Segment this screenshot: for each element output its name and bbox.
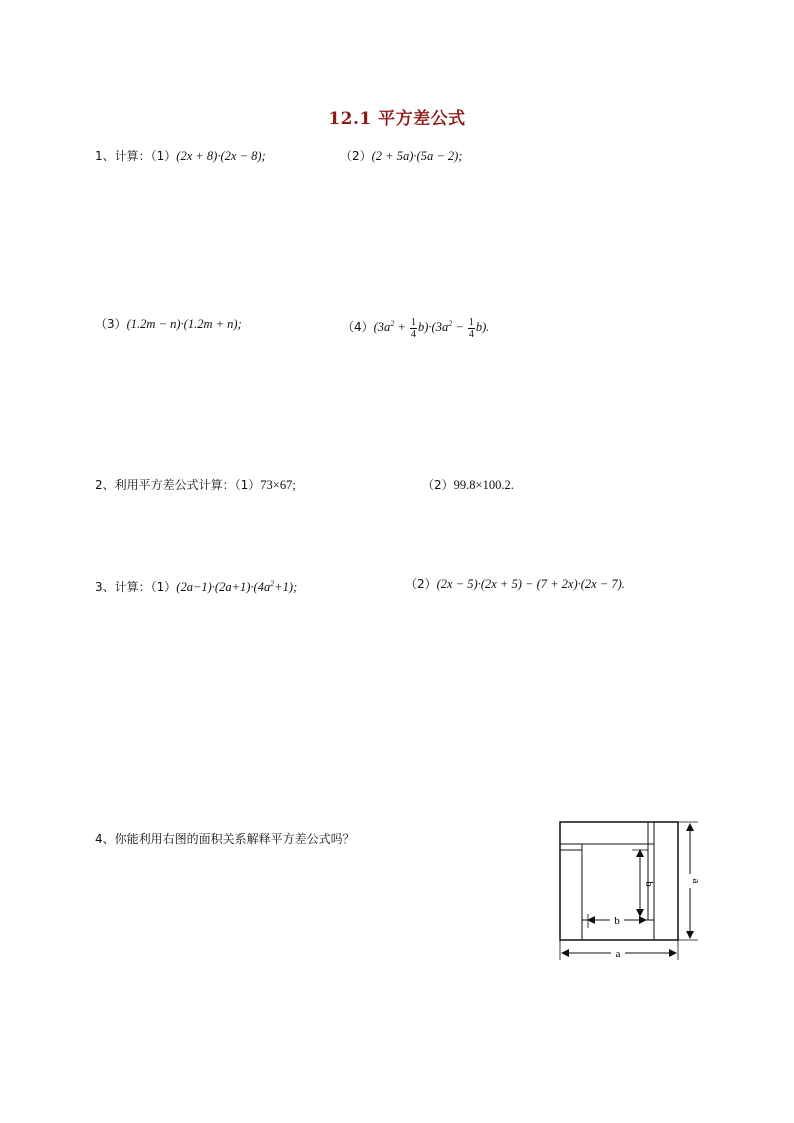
q1-part-3-expression: (1.2m − n)·(1.2m + n); bbox=[126, 317, 242, 331]
question-1-part-2 bbox=[340, 148, 462, 164]
q2-part-1-expression: 73×67; bbox=[260, 478, 296, 492]
q1-part-1-number: （1） bbox=[150, 149, 177, 163]
q2-part-1-number: （1） bbox=[234, 478, 261, 492]
q3-part-1-number: （1） bbox=[150, 580, 177, 595]
label-a-bottom: a bbox=[615, 948, 621, 960]
question-1-label: 1、计算： bbox=[95, 149, 151, 163]
question-1-part-3 bbox=[95, 316, 242, 332]
question-3-label: 3、计算： bbox=[95, 580, 151, 595]
question-1-part-4 bbox=[342, 310, 489, 341]
question-4-label: 4、你能利用右图的面积关系解释平方差公式吗？ bbox=[95, 832, 355, 846]
question-2-row bbox=[95, 477, 296, 493]
question-2-label: 2、利用平方差公式计算： bbox=[95, 478, 235, 492]
question-3-part-2 bbox=[405, 576, 625, 592]
q3-part-1-expression: $(2a-1)\cdot(2a+1)\cdot(4a^2+1)$; bbox=[176, 579, 298, 595]
label-b-vertical: b bbox=[643, 881, 655, 887]
q1-part-4-number: （4） bbox=[342, 320, 374, 335]
question-1-row-1 bbox=[95, 148, 266, 164]
q2-part-2-number: （2） bbox=[422, 478, 454, 492]
label-b-horizontal: b bbox=[614, 915, 620, 927]
question-4-row bbox=[95, 831, 355, 847]
question-2-part-2 bbox=[422, 477, 514, 493]
q3-part-2-expression: (2x − 5)·(2x + 5) − (7 + 2x)·(2x − 7). bbox=[436, 577, 625, 591]
fraction-one-quarter: $\frac{1}{4}$ bbox=[411, 316, 416, 340]
dimension-a-bottom bbox=[560, 940, 678, 960]
dimension-b-vertical bbox=[632, 850, 655, 916]
q1-part-3-number: （3） bbox=[95, 317, 127, 331]
q1-part-1-expression: (2x + 8)·(2x − 8); bbox=[176, 149, 266, 163]
q1-part-2-number: （2） bbox=[340, 149, 372, 163]
dimension-a-right bbox=[678, 822, 702, 940]
label-a-right: a bbox=[690, 878, 702, 884]
difference-of-squares-figure bbox=[548, 816, 708, 966]
dimension-b-horizontal bbox=[588, 914, 646, 928]
q1-part-4-expression: ($3a^2$ + $\frac{1}{4}$ $b)\cdot(3a^2$ − $\frac{1}{4}$ b). bbox=[373, 316, 490, 340]
page-title: 12.1 平方差公式 bbox=[328, 109, 466, 129]
q1-part-2-expression: (2 + 5a)·(5a − 2); bbox=[371, 149, 463, 163]
fraction-one-quarter: $\frac{1}{4}$ bbox=[468, 316, 474, 340]
q2-part-2-expression: 99.8×100.2. bbox=[453, 478, 514, 492]
q3-part-2-number: （2） bbox=[405, 577, 437, 591]
question-3-row bbox=[95, 576, 297, 595]
